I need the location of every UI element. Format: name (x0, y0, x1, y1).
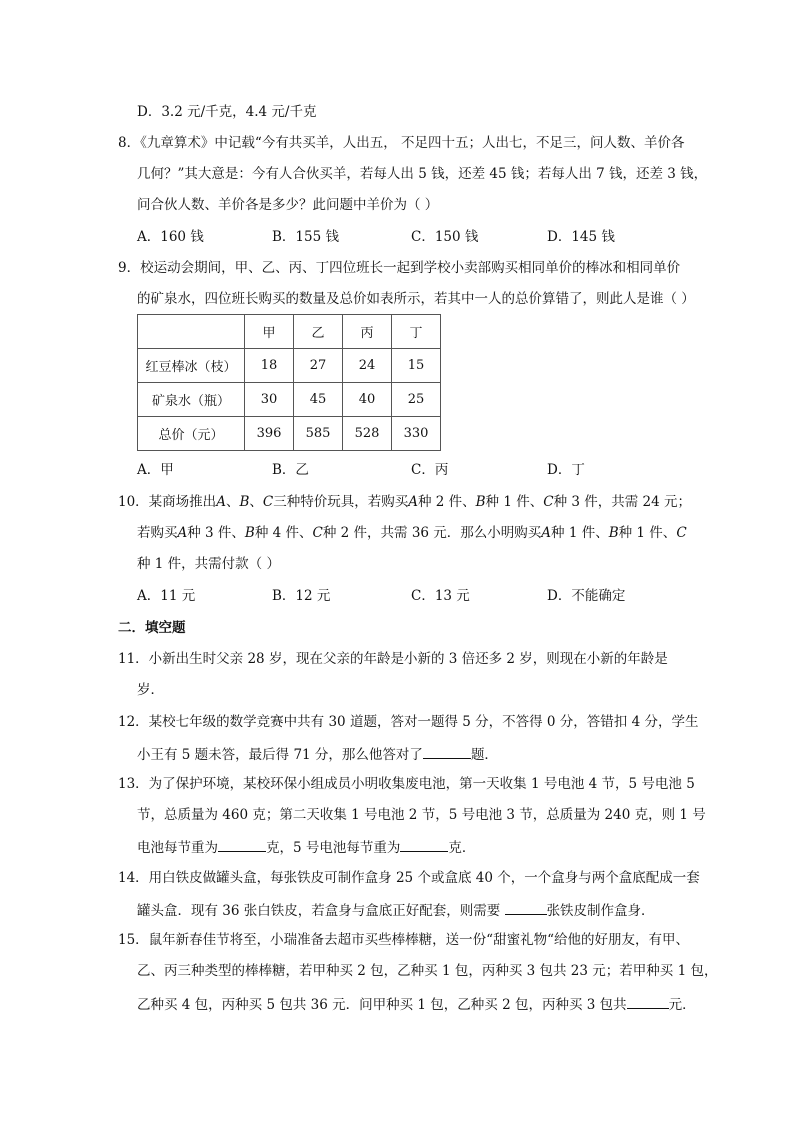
table-cell: 丙 (343, 315, 392, 349)
q12-line-1: 12．某校七年级的数学竞赛中共有 30 道题，答对一题得 5 分，不答得 0 分，答错扣 4 分，学生 (118, 714, 699, 730)
answer-blank (400, 837, 448, 852)
answer-blank (423, 744, 471, 759)
q9-option-a: A．甲 (137, 462, 174, 478)
q10-option-c: C．13 元 (411, 588, 470, 604)
q8-option-a: A．160 钱 (137, 229, 204, 245)
q11-line-1: 11．小新出生时父亲 28 岁，现在父亲的年龄是小新的 3 倍还多 2 岁，则现在小新的年龄是 (118, 651, 668, 667)
table-cell: 27 (294, 349, 343, 383)
table-cell: 40 (343, 383, 392, 417)
q8-line-1: 8．《九章算术》中记载“今有共买羊，人出五， 不足四十五；人出七，不足三，问人数、羊价各 (118, 135, 685, 151)
table-cell: 30 (245, 383, 294, 417)
answer-blank (505, 900, 547, 915)
table-cell (138, 315, 245, 349)
table-cell: 45 (294, 383, 343, 417)
q10-option-a: A．11 元 (137, 588, 196, 604)
q10-line-1: 10．某商场推出A、B、C三种特价玩具，若购买A种 2 件、B种 1 件、C种 3 件，共需 24 元； (118, 494, 691, 510)
q10-option-b: B．12 元 (272, 588, 331, 604)
q11-line-2: 岁． (137, 682, 164, 698)
q15-line-3: 乙种买 4 包，丙种买 5 包共 36 元．问甲种买 1 包，乙种买 2 包，丙种买 3 包共 元． (137, 994, 696, 1014)
table-header-row (138, 315, 441, 349)
table-row (138, 417, 441, 451)
table-row (138, 349, 441, 383)
q13-line-3: 电池每节重为 克，5 号电池每节重为 克． (137, 837, 475, 857)
q8-option-d: D．145 钱 (547, 229, 615, 245)
table-cell: 18 (245, 349, 294, 383)
table-cell: 丁 (392, 315, 441, 349)
table-cell: 矿泉水（瓶） (138, 383, 245, 417)
q10-option-d: D．不能确定 (547, 588, 626, 604)
q7-option-d: D．3.2 元/千克，4.4 元/千克 (137, 104, 317, 120)
q9-option-b: B．乙 (272, 462, 309, 478)
q14-line-2: 罐头盒．现有 36 张白铁皮，若盒身与盒底正好配套，则需要 张铁皮制作盒身． (137, 900, 655, 920)
table-cell: 330 (392, 417, 441, 451)
table-cell: 528 (343, 417, 392, 451)
q9-line-2: 的矿泉水，四位班长购买的数量及总价如表所示，若其中一人的总价算错了，则此人是谁（ ） (137, 291, 695, 307)
q8-line-2: 几何？”其大意是：今有人合伙买羊，若每人出 5 钱，还差 45 钱；若每人出 7 钱，还差 3 钱， (137, 166, 708, 182)
q9-option-c: C．丙 (411, 462, 449, 478)
table-cell: 甲 (245, 315, 294, 349)
q13-line-2: 节，总质量为 460 克；第二天收集 1 号电池 2 节，5 号电池 3 节，总质量为 240 克，则 1 号 (137, 807, 706, 823)
q8-option-c: C．150 钱 (411, 229, 479, 245)
q8-option-b: B．155 钱 (272, 229, 339, 245)
table-cell: 乙 (294, 315, 343, 349)
table-cell: 15 (392, 349, 441, 383)
table-cell: 25 (392, 383, 441, 417)
table-row (138, 383, 441, 417)
q10-line-3: 种 1 件，共需付款（ ） (137, 556, 280, 572)
answer-blank (627, 994, 669, 1009)
table-cell: 红豆棒冰（枝） (138, 349, 245, 383)
q9-table (137, 314, 441, 451)
q15-line-1: 15．鼠年新春佳节将至，小瑞准备去超市买些棒棒糖，送一份“甜蜜礼物“给他的好朋友，有甲、 (118, 932, 689, 948)
section-title: 二．填空题 (118, 620, 186, 636)
answer-blank (218, 837, 266, 852)
table-cell: 24 (343, 349, 392, 383)
q9-option-d: D．丁 (547, 462, 585, 478)
table-cell: 396 (245, 417, 294, 451)
q13-line-1: 13．为了保护环境，某校环保小组成员小明收集废电池，第一天收集 1 号电池 4 节，5 号电池 5 (118, 776, 695, 792)
q14-line-1: 14．用白铁皮做罐头盒，每张铁皮可制作盒身 25 个或盒底 40 个，一个盒身与两个盒底配成一套 (118, 870, 700, 886)
table-cell: 总价（元） (138, 417, 245, 451)
q9-line-1: 9．校运动会期间，甲、乙、丙、丁四位班长一起到学校小卖部购买相同单价的棒冰和相同单价 (118, 260, 681, 276)
q10-line-2: 若购买A种 3 件、B种 4 件、C种 2 件，共需 36 元．那么小明购买A种 1 件、B种 1 件、C (137, 525, 687, 541)
table-cell: 585 (294, 417, 343, 451)
q15-line-2: 乙、丙三种类型的棒棒糖，若甲种买 2 包，乙种买 1 包，丙种买 3 包共 23 元；若甲种买 1 包， (137, 963, 718, 979)
q8-line-3: 问合伙人数、羊价各是多少？此问题中羊价为（ ） (137, 197, 439, 213)
q12-line-2: 小王有 5 题未答，最后得 71 分，那么他答对了 题． (137, 744, 498, 764)
